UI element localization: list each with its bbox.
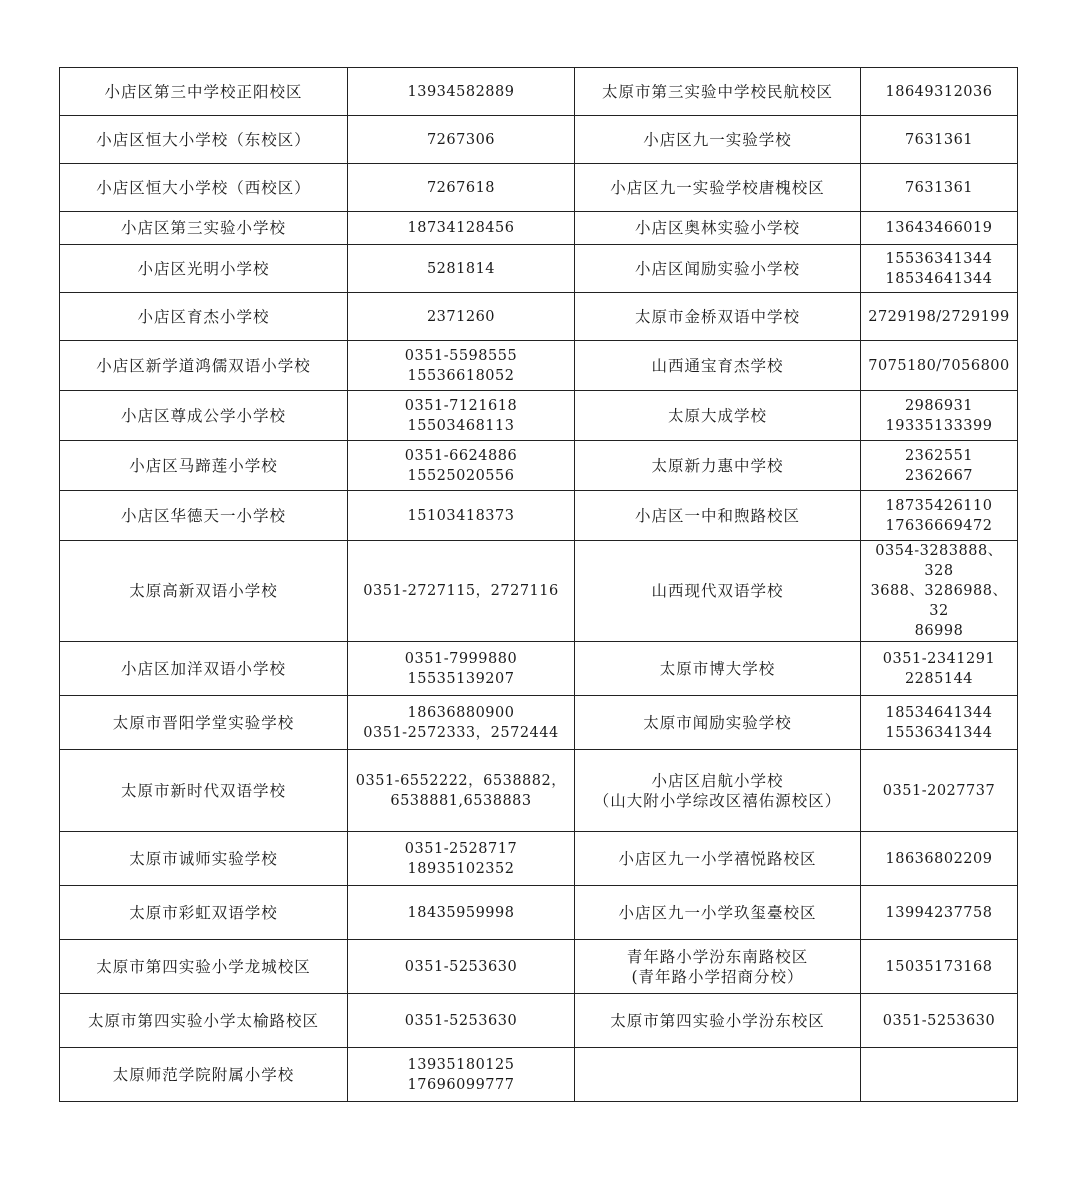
phone-cell: 13994237758 (861, 886, 1018, 940)
table-row (60, 491, 1018, 541)
phone-cell: 7075180/7056800 (861, 341, 1018, 391)
phone-cell: 13935180125 17696099777 (348, 1048, 575, 1102)
school-name-cell: 小店区华德天一小学校 (60, 491, 348, 541)
phone-cell: 13934582889 (348, 68, 575, 116)
phone-cell: 0354-3283888、328 3688、3286988、32 86998 (861, 541, 1018, 642)
table-row (60, 116, 1018, 164)
table-row (60, 1048, 1018, 1102)
phone-cell: 5281814 (348, 245, 575, 293)
school-name-cell: 小店区光明小学校 (60, 245, 348, 293)
school-name-cell: 太原新力惠中学校 (575, 441, 861, 491)
school-name-cell: 小店区第三中学校正阳校区 (60, 68, 348, 116)
table-row (60, 886, 1018, 940)
phone-cell: 0351-7121618 15503468113 (348, 391, 575, 441)
school-name-cell: 小店区奥林实验小学校 (575, 212, 861, 245)
phone-cell: 15035173168 (861, 940, 1018, 994)
school-name-cell: 太原市第四实验小学汾东校区 (575, 994, 861, 1048)
phone-cell: 0351-2528717 18935102352 (348, 832, 575, 886)
phone-cell: 0351-6624886 15525020556 (348, 441, 575, 491)
school-name-cell: 太原市第四实验小学太榆路校区 (60, 994, 348, 1048)
phone-cell: 0351-6552222，6538882， 6538881,6538883 (348, 750, 575, 832)
school-name-cell: 小店区第三实验小学校 (60, 212, 348, 245)
phone-cell: 2729198/2729199 (861, 293, 1018, 341)
table-row (60, 441, 1018, 491)
phone-cell: 2371260 (348, 293, 575, 341)
phone-cell: 0351-7999880 15535139207 (348, 642, 575, 696)
school-name-cell: 太原市博大学校 (575, 642, 861, 696)
phone-cell: 7631361 (861, 164, 1018, 212)
school-name-cell: 小店区九一小学玖玺臺校区 (575, 886, 861, 940)
phone-cell: 0351-2027737 (861, 750, 1018, 832)
phone-cell: 0351-5253630 (348, 940, 575, 994)
school-name-cell: 小店区新学道鸿儒双语小学校 (60, 341, 348, 391)
school-name-cell: 小店区尊成公学小学校 (60, 391, 348, 441)
table-body (60, 68, 1018, 1102)
school-name-cell: 太原市新时代双语学校 (60, 750, 348, 832)
school-name-cell: 太原市闻励实验学校 (575, 696, 861, 750)
phone-cell: 0351-5253630 (348, 994, 575, 1048)
phone-cell: 18636880900 0351-2572333，2572444 (348, 696, 575, 750)
school-name-cell: 太原师范学院附属小学校 (60, 1048, 348, 1102)
table-row (60, 696, 1018, 750)
table-row (60, 341, 1018, 391)
table-row (60, 994, 1018, 1048)
table-row (60, 68, 1018, 116)
empty-cell (575, 1048, 861, 1102)
school-name-cell: 青年路小学汾东南路校区 (青年路小学招商分校） (575, 940, 861, 994)
school-name-cell: 山西现代双语学校 (575, 541, 861, 642)
school-name-cell: 小店区恒大小学校（东校区） (60, 116, 348, 164)
phone-cell: 18636802209 (861, 832, 1018, 886)
school-name-cell: 小店区马蹄莲小学校 (60, 441, 348, 491)
table-row (60, 940, 1018, 994)
school-contact-table (59, 67, 1018, 1102)
table-row (60, 245, 1018, 293)
school-name-cell: 小店区启航小学校 （山大附小学综改区禧佑源校区） (575, 750, 861, 832)
school-name-cell: 小店区九一小学禧悦路校区 (575, 832, 861, 886)
table-row (60, 832, 1018, 886)
table-row (60, 391, 1018, 441)
school-name-cell: 太原市晋阳学堂实验学校 (60, 696, 348, 750)
school-name-cell: 山西通宝育杰学校 (575, 341, 861, 391)
phone-cell: 0351-5598555 15536618052 (348, 341, 575, 391)
school-name-cell: 太原市第三实验中学校民航校区 (575, 68, 861, 116)
table-row (60, 642, 1018, 696)
school-name-cell: 太原市金桥双语中学校 (575, 293, 861, 341)
school-name-cell: 小店区加洋双语小学校 (60, 642, 348, 696)
phone-cell: 2986931 19335133399 (861, 391, 1018, 441)
table-row (60, 750, 1018, 832)
school-name-cell: 太原市诚师实验学校 (60, 832, 348, 886)
school-name-cell: 太原市彩虹双语学校 (60, 886, 348, 940)
table-row (60, 541, 1018, 642)
school-name-cell: 小店区闻励实验小学校 (575, 245, 861, 293)
school-name-cell: 小店区九一实验学校唐槐校区 (575, 164, 861, 212)
phone-cell: 18435959998 (348, 886, 575, 940)
phone-cell: 0351-5253630 (861, 994, 1018, 1048)
phone-cell: 15536341344 18534641344 (861, 245, 1018, 293)
phone-cell: 18649312036 (861, 68, 1018, 116)
phone-cell: 0351-2341291 2285144 (861, 642, 1018, 696)
empty-cell (861, 1048, 1018, 1102)
phone-cell: 0351-2727115，2727116 (348, 541, 575, 642)
table-row (60, 164, 1018, 212)
school-name-cell: 小店区恒大小学校（西校区） (60, 164, 348, 212)
table-row (60, 293, 1018, 341)
school-name-cell: 小店区一中和煦路校区 (575, 491, 861, 541)
phone-cell: 18734128456 (348, 212, 575, 245)
phone-cell: 7631361 (861, 116, 1018, 164)
school-name-cell: 太原大成学校 (575, 391, 861, 441)
school-name-cell: 太原高新双语小学校 (60, 541, 348, 642)
phone-cell: 7267306 (348, 116, 575, 164)
table-row (60, 212, 1018, 245)
school-name-cell: 小店区九一实验学校 (575, 116, 861, 164)
phone-cell: 7267618 (348, 164, 575, 212)
phone-cell: 18534641344 15536341344 (861, 696, 1018, 750)
phone-cell: 18735426110 17636669472 (861, 491, 1018, 541)
school-name-cell: 小店区育杰小学校 (60, 293, 348, 341)
phone-cell: 13643466019 (861, 212, 1018, 245)
phone-cell: 2362551 2362667 (861, 441, 1018, 491)
phone-cell: 15103418373 (348, 491, 575, 541)
school-name-cell: 太原市第四实验小学龙城校区 (60, 940, 348, 994)
